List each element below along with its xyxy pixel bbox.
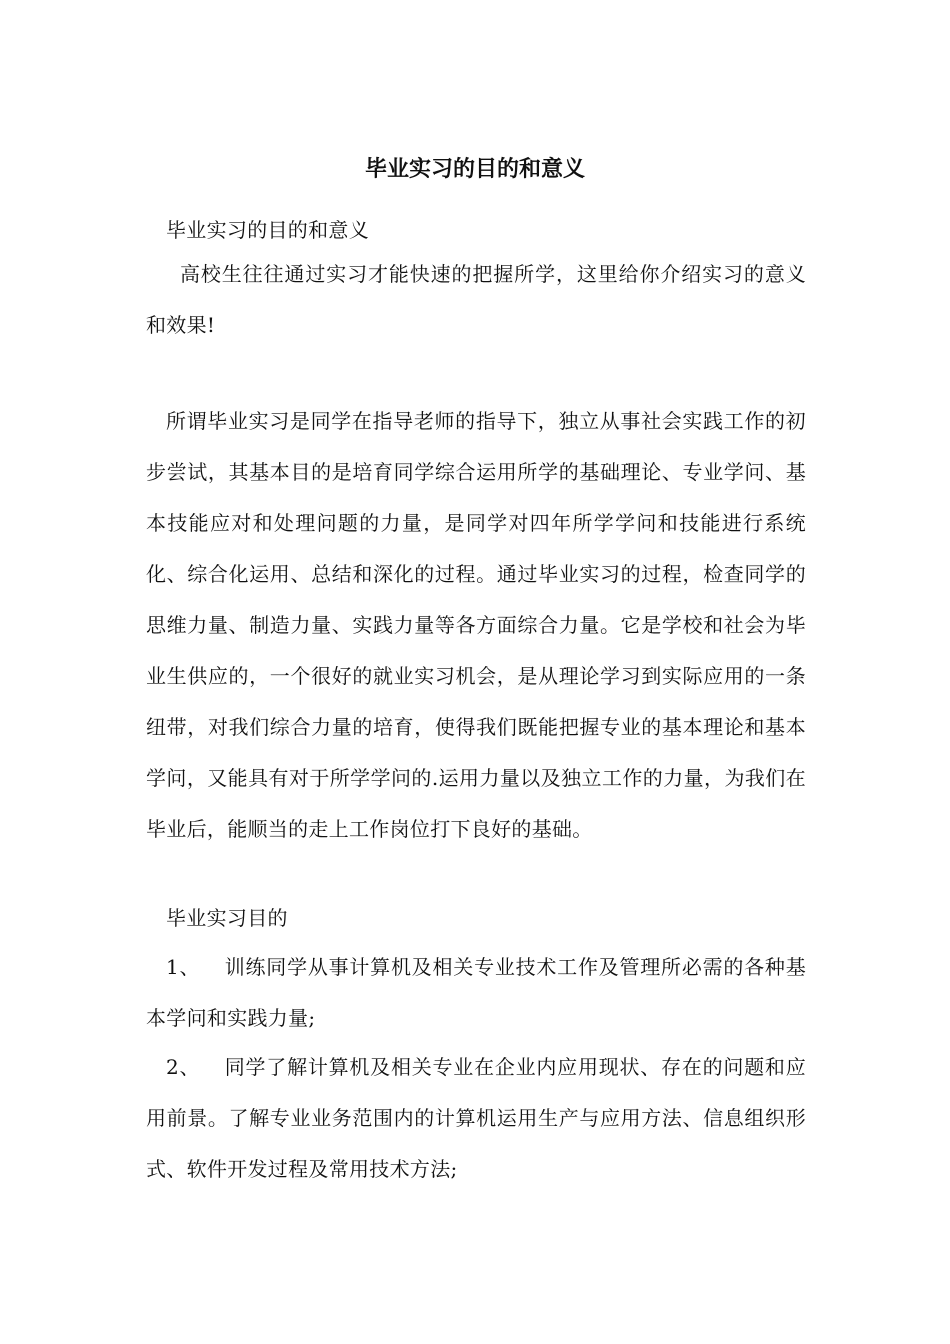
document-subtitle: 毕业实习的目的和意义 <box>166 218 369 242</box>
goal-text-2: 同学了解计算机及相关专业在企业内应用现状、存在的问题和应用前景。了解专业业务范围内的计算机运用生产与应用方法、信息组织形式、软件开发过程及常用技术方法; <box>146 1055 806 1181</box>
document-title: 毕业实习的目的和意义 <box>364 157 585 182</box>
main-paragraph: 所谓毕业实习是同学在指导老师的指导下，独立从事社会实践工作的初步尝试，其基本目的是培育同学综合运用所学的基础理论、专业学问、基本技能应对和处理问题的力量，是同学对四年所学学问和技能进行系统化、综合化运用、总结和深化的过程。通过毕业实习的过程，检查同学的思维力量、制造力量、实践力量等各方面综合力量。它是学校和社会为毕业生供应的，一个很好的就业实习机会，是从理论学习到实际应用的一条纽带，对我们综合力量的培育，使得我们既能把握专业的基本理论和基本学问，又能具有对于所学学问的.运用力量以及独立工作的力量，为我们在毕业后，能顺当的走上工作岗位打下良好的基础。 <box>146 409 806 841</box>
goal-number-2: 2、 <box>166 1055 201 1079</box>
goal-item-2 <box>146 1042 806 1195</box>
goal-number-1: 1、 <box>166 955 201 979</box>
goals-heading: 毕业实习目的 <box>166 906 288 930</box>
intro-paragraph: 高校生往往通过实习才能快速的把握所学，这里给你介绍实习的意义和效果! <box>146 262 806 337</box>
goal-text-1: 训练同学从事计算机及相关专业技术工作及管理所必需的各种基本学问和实践力量; <box>146 955 806 1030</box>
goal-item-1 <box>146 942 806 1044</box>
